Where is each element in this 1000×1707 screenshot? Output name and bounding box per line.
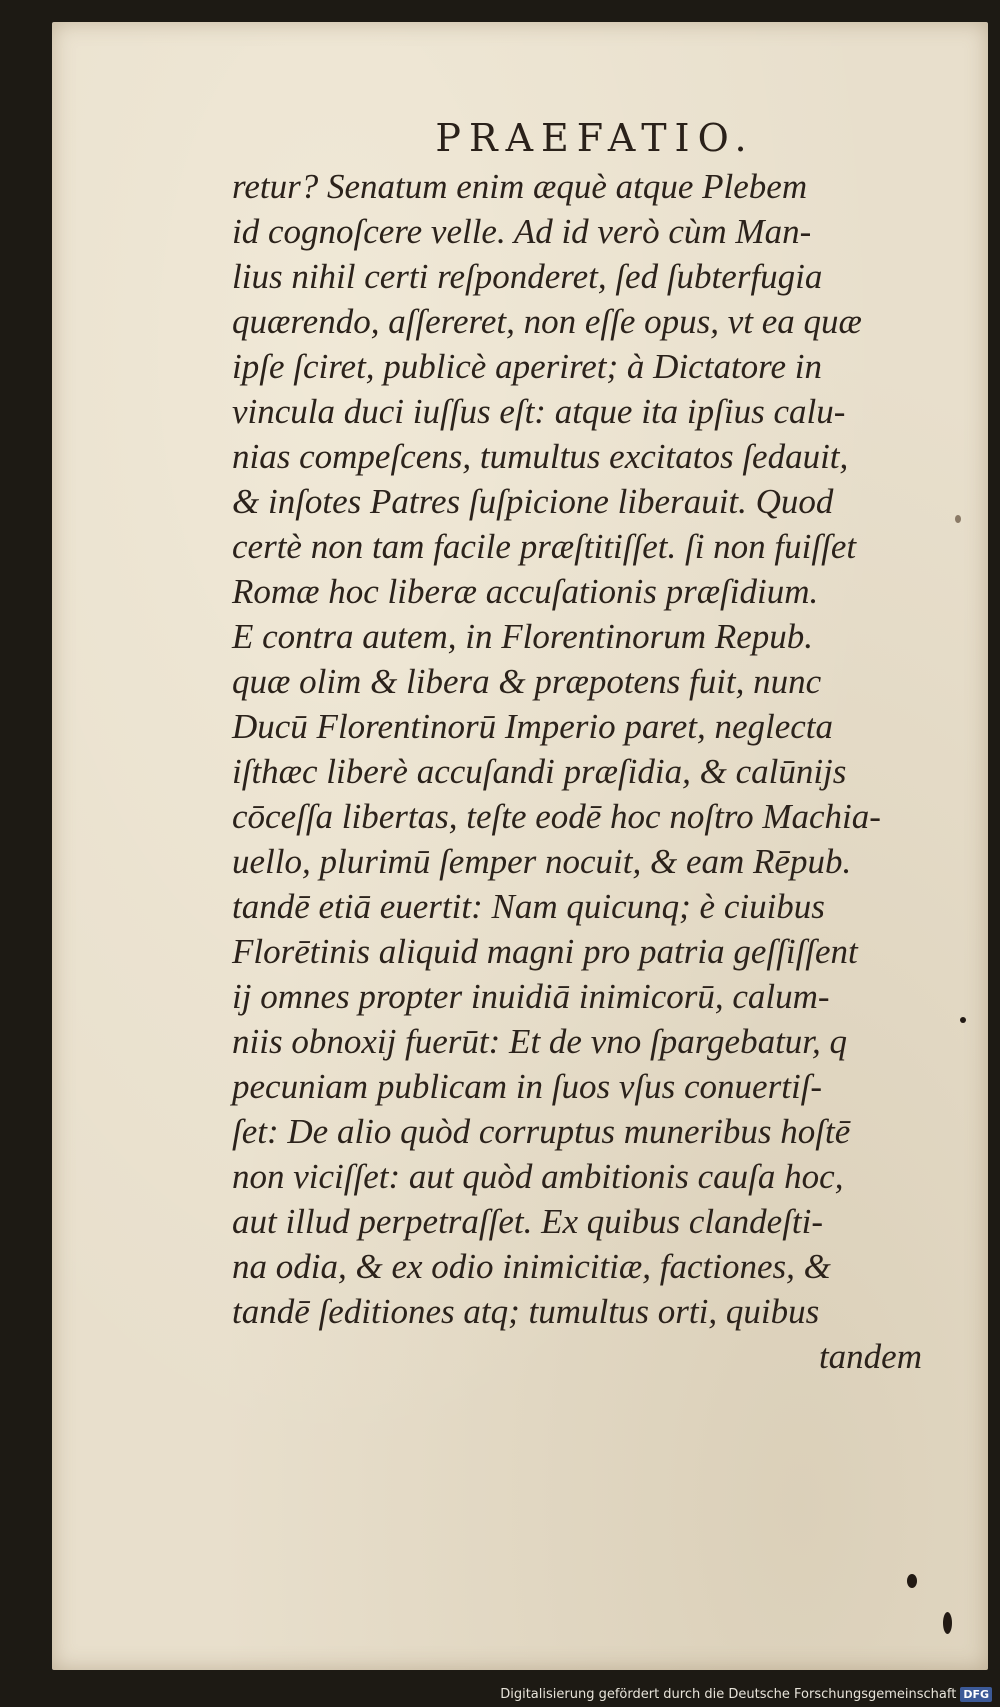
- text-line: lius nihil certi reſponderet, ſed ſubterfugia: [232, 257, 823, 296]
- text-line: & inſotes Patres ſuſpicione liberauit. Quod: [232, 482, 834, 521]
- catchword: tandem: [818, 1337, 922, 1376]
- text-line: uello, plurimū ſemper nocuit, & eam Rēpub.: [232, 842, 852, 881]
- ink-spot: [955, 515, 961, 523]
- text-line: certè non tam facile præſtitiſſet. ſi non fuiſſet: [232, 527, 857, 566]
- running-header-text: PRAEFATIO.: [435, 116, 755, 160]
- text-line: Ducū Florentinorū Imperio paret, neglecta: [232, 707, 834, 746]
- ink-spot: [960, 1017, 966, 1023]
- text-line: retur? Senatum enim æquè atque Plebem: [232, 167, 808, 206]
- text-line: ij omnes propter inuidiā inimicorū, calum-: [232, 977, 830, 1016]
- text-line: Romæ hoc liberæ accuſationis præſidium.: [232, 572, 819, 611]
- text-line: quærendo, aſſereret, non eſſe opus, vt ea quæ: [232, 302, 862, 341]
- text-line: id cognoſcere velle. Ad id verò cùm Man-: [232, 212, 812, 251]
- running-header: [0, 116, 1000, 160]
- text-line: quæ olim & libera & præpotens fuit, nunc: [232, 662, 822, 701]
- text-line: aut illud perpetraſſet. Ex quibus clandeſti-: [232, 1202, 824, 1241]
- text-line: ſet: De alio quòd corruptus muneribus hoſtē: [232, 1112, 851, 1151]
- text-line: ipſe ſciret, publicè aperiret; à Dictatore in: [232, 347, 822, 386]
- text-line: Florētinis aliquid magni pro patria geſſiſſent: [232, 932, 858, 971]
- body-text: [232, 164, 922, 1379]
- text-line: cōceſſa libertas, teſte eodē hoc noſtro Machia-: [232, 797, 881, 836]
- text-line: iſthæc liberè accuſandi præſidia, & calūnijs: [232, 752, 847, 791]
- text-line: vincula duci iuſſus eſt: atque ita ipſius calu-: [232, 392, 846, 431]
- dfg-logo-icon: DFG: [960, 1687, 992, 1702]
- text-line: tandē etiā euertit: Nam quicunq; è ciuibus: [232, 887, 825, 926]
- text-line: pecuniam publicam in ſuos vſus conuertiſ-: [232, 1067, 823, 1106]
- ink-spot: [907, 1574, 917, 1588]
- text-line: na odia, & ex odio inimicitiæ, factiones, &: [232, 1247, 831, 1286]
- text-line: E contra autem, in Florentinorum Repub.: [232, 617, 813, 656]
- digitization-footer: [500, 1683, 992, 1705]
- text-line: niis obnoxij fuerūt: Et de vno ſpargebatur, q: [232, 1022, 848, 1061]
- text-line: nias compeſcens, tumultus excitatos ſedauit,: [232, 437, 849, 476]
- footer-credit: Digitalisierung gefördert durch die Deutsche Forschungsgemeinschaft: [500, 1686, 957, 1702]
- text-line: non viciſſet: aut quòd ambitionis cauſa hoc,: [232, 1157, 844, 1196]
- ink-spot: [943, 1612, 952, 1634]
- text-line: tandē ſeditiones atq; tumultus orti, quibus: [232, 1292, 820, 1331]
